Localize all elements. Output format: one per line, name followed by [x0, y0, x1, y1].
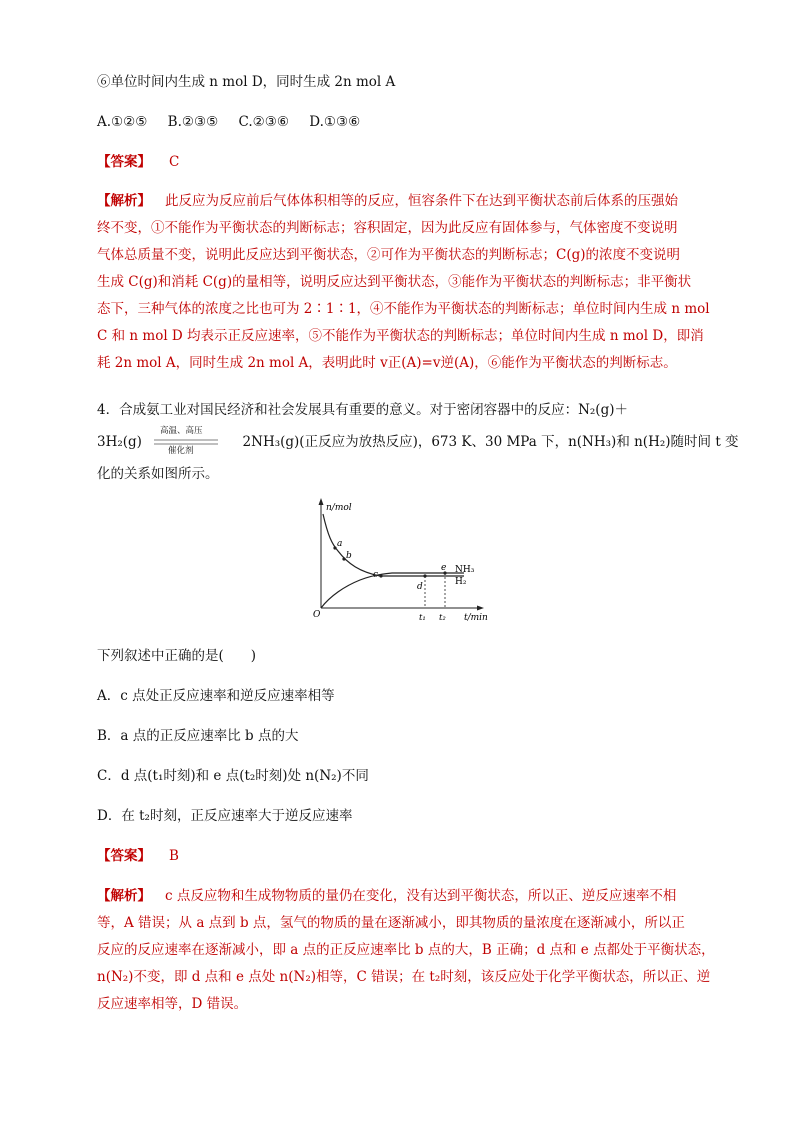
point-c	[379, 574, 382, 577]
analysis-label: 【解析】	[97, 193, 151, 209]
analysis-label: 【解析】	[97, 888, 151, 904]
reaction-condition-top: 高温、高压	[160, 426, 203, 436]
q3-item6: ⑥单位时间内生成 n mol D，同时生成 2n mol A	[97, 74, 396, 90]
q3-option-c: C.②③⑥	[238, 114, 289, 130]
point-d-label: d	[417, 582, 423, 592]
q4-answer	[97, 846, 179, 866]
q3-analysis-line: 态下，三种气体的浓度之比也可为 2∶1∶1，④不能作为平衡状态的判断标志；单位时间内生成 n mol	[97, 301, 710, 317]
answer-value: B	[169, 848, 179, 864]
origin-label: O	[313, 610, 321, 620]
q3-analysis-line: 耗 2n mol A，同时生成 2n mol A，表明此时 v正(A)=v逆(A)，⑥能作为平衡状态的判断标志。	[97, 355, 677, 371]
q4-option-c: C．d 点(t₁时刻)和 e 点(t₂时刻)处 n(N₂)不同	[97, 768, 369, 784]
n-t-chart	[300, 496, 500, 626]
q3-analysis-line: 【解析】 此反应为反应前后气体体积相等的反应，恒容条件下在达到平衡状态前后体系的压强始	[97, 193, 678, 209]
point-b-label: b	[346, 551, 352, 561]
point-e-label: e	[441, 563, 447, 573]
q3-analysis-line: C 和 n mol D 均表示正反应速率，⑤不能作为平衡状态的判断标志；单位时间内生成 n mol D，即消	[97, 328, 704, 344]
q3-analysis-line: 生成 C(g)和消耗 C(g)的量相等，说明反应达到平衡状态，③能作为平衡状态的判断标志；非平衡状	[97, 274, 692, 290]
q4-analysis-line: 等，A 错误；从 a 点到 b 点，氢气的物质的量在逐渐减小，即其物质的量浓度在逐渐减小，所以正	[97, 915, 685, 931]
nh3-curve	[321, 573, 464, 608]
q4-option-d: D．在 t₂时刻，正反应速率大于逆反应速率	[97, 808, 353, 824]
q4-option-a: A．c 点处正反应速率和逆反应速率相等	[97, 688, 335, 704]
tick-t1: t₁	[419, 613, 426, 623]
q4-option-b: B．a 点的正反应速率比 b 点的大	[97, 728, 299, 744]
point-c-label: c	[373, 570, 379, 580]
q4-analysis-line: n(N₂)不变，即 d 点和 e 点处 n(N₂)相等，C 错误；在 t₂时刻，该反应处于化学平衡状态，所以正、逆	[97, 969, 711, 985]
tick-t2: t₂	[439, 613, 446, 623]
x-axis-arrow	[477, 606, 484, 611]
q4-analysis-line: 反应速率相等，D 错误。	[97, 996, 248, 1012]
q3-analysis-line: 终不变，①不能作为平衡状态的判断标志；容积固定，因为此反应有固体参与，气体密度不变说明	[97, 220, 678, 236]
answer-label: 【答案】	[97, 848, 151, 864]
q3-answer	[97, 152, 179, 172]
x-axis-label: t/min	[464, 613, 488, 623]
q4-stem: 4．合成氨工业对国民经济和社会发展具有重要的意义。对于密闭容器中的反应：N₂(g)＋	[97, 402, 628, 418]
q3-option-d: D.①③⑥	[309, 114, 361, 130]
point-a-label: a	[337, 539, 343, 549]
q3-analysis-line: 气体总质量不变，说明此反应达到平衡状态，②可作为平衡状态的判断标志；C(g)的浓度不变说明	[97, 247, 681, 263]
y-axis-label: n/mol	[326, 503, 352, 513]
legend-nh3: NH₃	[455, 565, 475, 575]
q4-question: 下列叙述中正确的是( )	[97, 648, 257, 664]
answer-label: 【答案】	[97, 154, 151, 170]
q4-stem: 3H₂(g) 2NH₃(g)(正反应为放热反应)，673 K、30 MPa 下，n(NH₃)和 n(H₂)随时间 t 变	[97, 434, 739, 450]
reaction-condition-bottom: 催化剂	[168, 446, 194, 456]
q3-option-a: A.①②⑤	[97, 114, 148, 130]
q3-option-b: B.②③⑤	[167, 114, 219, 130]
q4-stem: 化的关系如图所示。	[97, 466, 219, 482]
y-axis-arrow	[319, 498, 324, 505]
answer-value: C	[169, 154, 180, 170]
legend-h2: H₂	[455, 577, 467, 587]
q4-analysis-line: 反应的反应速率在逐渐减小，即 a 点的正反应速率比 b 点的大，B 正确；d 点和 e 点都处于平衡状态，	[97, 942, 715, 958]
reaction-arrow	[152, 438, 222, 446]
q3-options	[97, 112, 360, 132]
q4-analysis-line: 【解析】 c 点反应物和生成物物质的量仍在变化，没有达到平衡状态，所以正、逆反应速率不相	[97, 888, 677, 904]
